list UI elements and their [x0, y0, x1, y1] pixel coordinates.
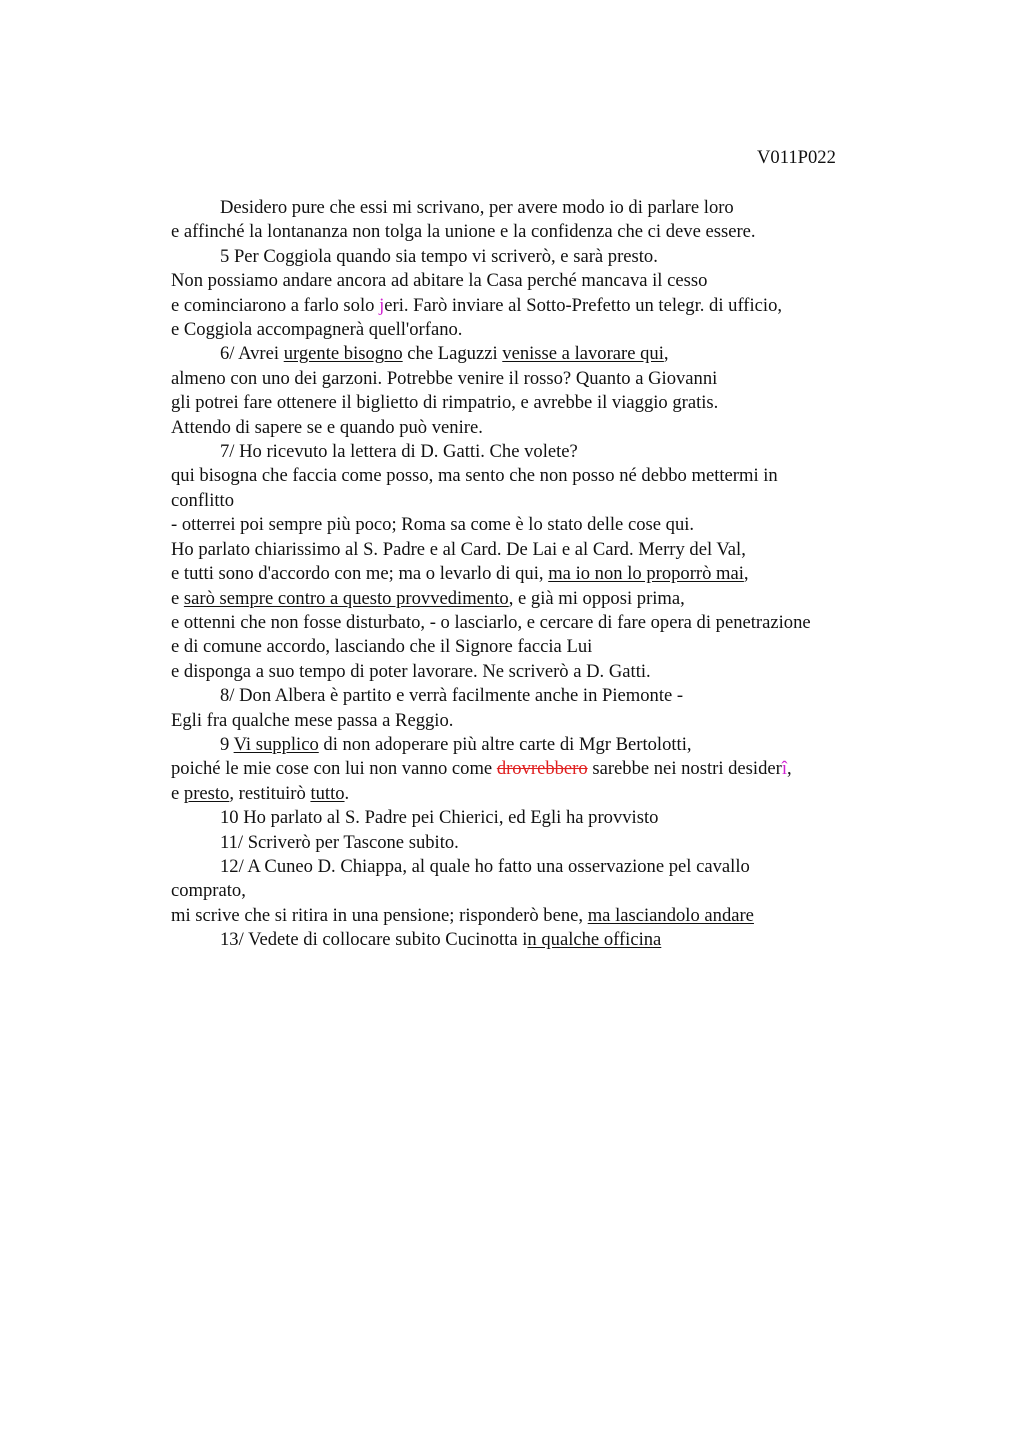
text-line: [171, 318, 891, 342]
text-segment: Non possiamo andare ancora ad abitare la Casa perché mancava il cesso: [171, 270, 708, 292]
text-line: [171, 196, 891, 220]
text-line: [171, 440, 891, 464]
text-segment: ,: [787, 758, 792, 780]
text-segment: 13/ Vedete di collocare subito Cucinotta i: [220, 929, 528, 951]
text-segment: gli potrei fare ottenere il biglietto di rimpatrio, e avrebbe il viaggio gratis.: [171, 392, 719, 414]
text-segment: qui bisogna che faccia come posso, ma sento che non posso né debbo mettermi in: [171, 465, 778, 487]
text-line: [171, 513, 891, 537]
text-segment: 5 Per Coggiola quando sia tempo vi scriverò, e sarà presto.: [220, 245, 658, 267]
text-line: [171, 684, 891, 708]
text-segment: eri. Farò inviare al Sotto-Prefetto un telegr. di ufficio,: [384, 294, 783, 316]
text-segment: , restituirò: [229, 782, 311, 804]
underlined-text: n qualche officina: [527, 929, 662, 951]
text-segment: e: [171, 587, 184, 609]
text-segment: 10 Ho parlato al S. Padre pei Chierici, ed Egli ha provvisto: [220, 807, 659, 829]
text-segment: Attendo di sapere se e quando può venire.: [171, 416, 483, 438]
text-segment: 6/ Avrei: [220, 343, 284, 365]
text-segment: e disponga a suo tempo di poter lavorare. Ne scriverò a D. Gatti.: [171, 660, 651, 682]
text-segment: 11/ Scriverò per Tascone subito.: [220, 831, 459, 853]
underlined-text: sarò sempre contro a questo provvedimento: [183, 587, 509, 609]
text-line: [171, 831, 891, 855]
text-segment: 9: [220, 733, 234, 755]
inserted-text: j: [379, 294, 385, 316]
text-segment: almeno con uno dei garzoni. Potrebbe venire il rosso? Quanto a Giovanni: [171, 367, 718, 389]
text-line: [171, 416, 891, 440]
underlined-text: urgente bisogno: [283, 343, 403, 365]
text-line: [171, 709, 891, 733]
text-line: [171, 782, 891, 806]
text-line: [171, 342, 891, 366]
text-line: [171, 879, 891, 903]
text-line: [171, 635, 891, 659]
page-identifier: V011P022: [757, 147, 836, 168]
text-segment: comprato,: [171, 880, 246, 902]
text-line: [171, 928, 891, 952]
text-line: [171, 757, 891, 781]
text-line: [171, 562, 891, 586]
text-segment: poiché le mie cose con lui non vanno come: [171, 758, 497, 780]
text-segment: e di comune accordo, lasciando che il Signore faccia Lui: [171, 636, 593, 658]
text-line: [171, 391, 891, 415]
text-line: [171, 806, 891, 830]
text-line: [171, 220, 891, 244]
text-segment: , e già mi opposi prima,: [508, 587, 685, 609]
deleted-text: drovrebbero: [496, 758, 588, 780]
text-line: [171, 733, 891, 757]
text-line: [171, 269, 891, 293]
text-segment: Ho parlato chiarissimo al S. Padre e al Card. De Lai e al Card. Merry del Val,: [171, 538, 746, 560]
text-segment: ,: [663, 343, 669, 365]
text-segment: e: [171, 782, 184, 804]
text-line: [171, 245, 891, 269]
letter-body: [171, 196, 891, 953]
text-segment: Egli fra qualche mese passa a Reggio.: [171, 709, 454, 731]
text-segment: sarebbe nei nostri desider: [587, 758, 782, 780]
text-line: [171, 538, 891, 562]
inserted-text: î: [781, 758, 787, 780]
text-segment: mi scrive che si ritira in una pensione; risponderò bene,: [171, 904, 588, 926]
text-segment: che Laguzzi: [402, 343, 503, 365]
text-line: [171, 587, 891, 611]
text-segment: 8/ Don Albera è partito e verrà facilmente anche in Piemonte -: [220, 685, 684, 707]
text-segment: conflitto: [171, 489, 234, 511]
text-segment: e Coggiola accompagnerà quell'orfano.: [171, 319, 463, 341]
underlined-text: presto: [183, 782, 230, 804]
text-segment: 12/ A Cuneo D. Chiappa, al quale ho fatto una osservazione pel cavallo: [220, 855, 750, 877]
underlined-text: ma io non lo proporrò mai: [548, 563, 744, 585]
text-segment: e affinché la lontananza non tolga la unione e la confidenza che ci deve essere.: [171, 221, 756, 243]
text-segment: e ottenni che non fosse disturbato, - o lasciarlo, e cercare di fare opera di penetrazione: [171, 611, 811, 633]
underlined-text: Vi supplico: [233, 733, 319, 755]
text-line: [171, 367, 891, 391]
text-segment: e tutti sono d'accordo con me; ma o levarlo di qui,: [171, 563, 549, 585]
text-segment: e cominciarono a farlo solo: [171, 294, 380, 316]
text-segment: - otterrei poi sempre più poco; Roma sa come è lo stato delle cose qui.: [171, 514, 695, 536]
text-line: [171, 464, 891, 488]
text-line: [171, 660, 891, 684]
text-line: [171, 611, 891, 635]
text-line: [171, 855, 891, 879]
text-line: [171, 489, 891, 513]
underlined-text: tutto: [310, 782, 345, 804]
underlined-text: ma lasciandolo andare: [587, 904, 754, 926]
text-segment: 7/ Ho ricevuto la lettera di D. Gatti. Che volete?: [220, 441, 578, 463]
text-segment: Desidero pure che essi mi scrivano, per avere modo io di parlare loro: [220, 197, 734, 218]
underlined-text: venisse a lavorare qui: [502, 343, 664, 365]
text-segment: di non adoperare più altre carte di Mgr Bertolotti,: [318, 733, 692, 755]
text-segment: ,: [743, 563, 749, 585]
text-line: [171, 294, 891, 318]
text-line: [171, 904, 891, 928]
text-segment: .: [344, 782, 350, 804]
